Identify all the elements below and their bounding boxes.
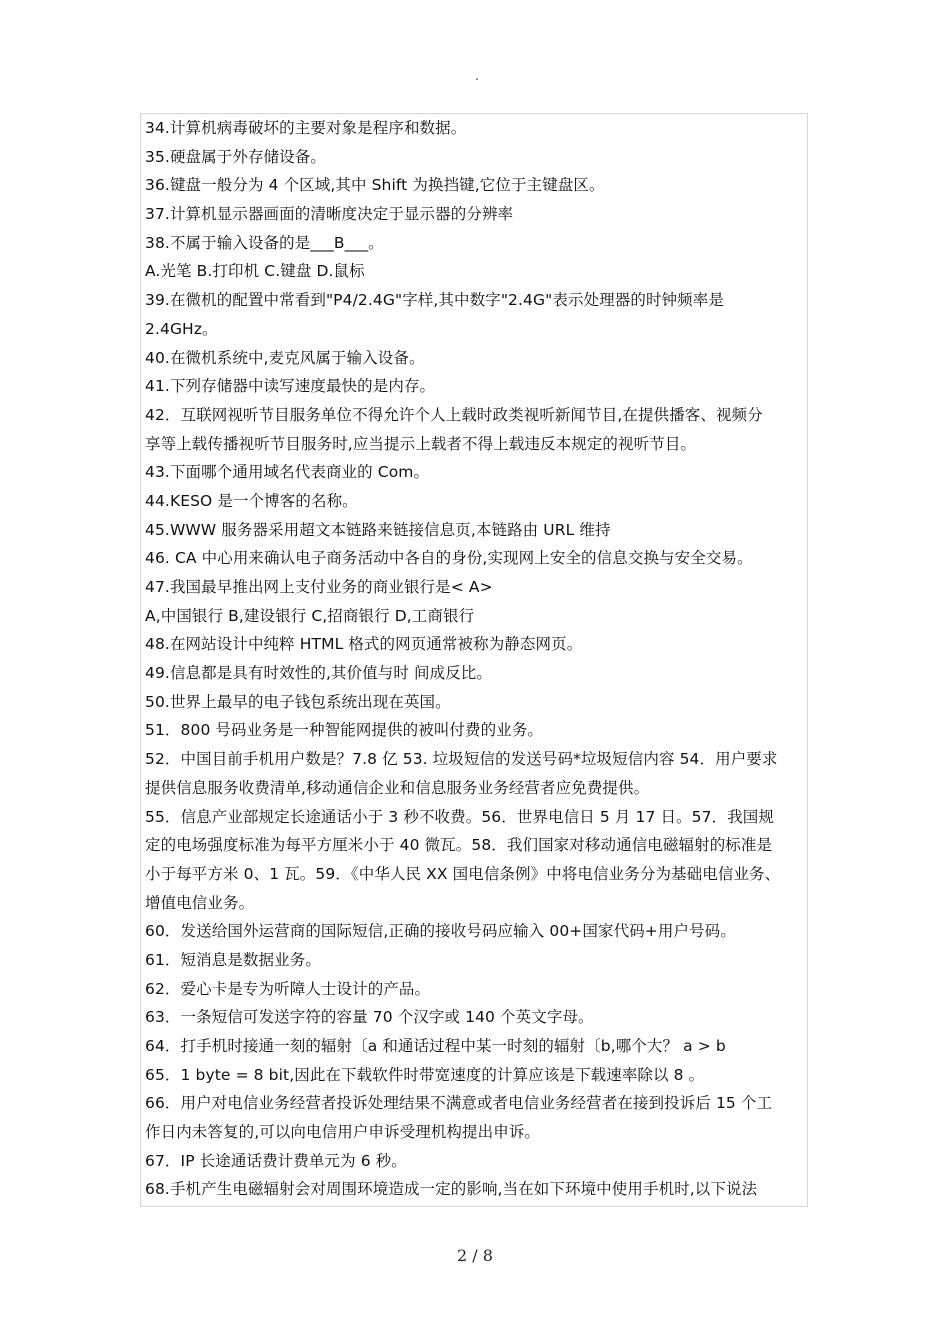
text-line: 2.4GHz。 — [145, 319, 218, 338]
text-line: 49.信息都是具有时效性的,其价值与时 间成反比。 — [145, 664, 493, 683]
document-text-body — [141, 114, 807, 1204]
text-line: 42．互联网视听节目服务单位不得允许个人上载时政类视听新闻节目,在提供播客、视频分 — [145, 405, 763, 424]
text-line: 47.我国最早推出网上支付业务的商业银行是< A> — [145, 578, 493, 596]
text-line: 60．发送给国外运营商的国际短信,正确的接收号码应输入 00+国家代码+用户号码。 — [145, 922, 736, 941]
text-line: 61．短消息是数据业务。 — [145, 950, 321, 969]
text-line: 51．800 号码业务是一种智能网提供的被叫付费的业务。 — [145, 721, 544, 740]
text-line: 43.下面哪个通用域名代表商业的 Com。 — [145, 463, 430, 482]
text-line: 享等上载传播视听节目服务时,应当提示上载者不得上载违反本规定的视听节目。 — [145, 434, 697, 453]
text-line: 41.下列存储器中读写速度最快的是内存。 — [145, 377, 436, 396]
text-line: 小于每平方米 0、1 瓦。59．《中华人民 XX 国电信条例》中将电信业务分为基础电信业务、 — [145, 864, 781, 883]
text-line: 62．爱心卡是专为听障人士设计的产品。 — [145, 979, 431, 998]
text-line: 68.手机产生电磁辐射会对周围环境造成一定的影响,当在如下环境中使用手机时,以下说法 — [145, 1180, 758, 1199]
text-line: 48.在网站设计中纯粹 HTML 格式的网页通常被称为静态网页。 — [145, 635, 583, 654]
header-mark: . — [475, 69, 479, 83]
text-line: 52．中国目前手机用户数是？7.8 亿 53. 垃圾短信的发送号码*垃圾短信内容 54．用户要求 — [145, 750, 778, 769]
text-line: 64．打手机时接通一刻的辐射〔a 和通话过程中某一时刻的辐射〔b,哪个大？ a > b — [145, 1037, 726, 1055]
text-line: 63．一条短信可发送字符的容量 70 个汉字或 140 个英文字母。 — [145, 1008, 594, 1027]
text-line: 66．用户对电信业务经营者投诉处理结果不满意或者电信业务经营者在接到投诉后 15 个工 — [145, 1094, 773, 1113]
text-line: 50.世界上最早的电子钱包系统出现在英国。 — [145, 692, 451, 711]
text-line: 65．1 byte = 8 bit,因此在下载软件时带宽速度的计算应该是下载速率除以 8 。 — [145, 1065, 705, 1084]
text-line: A,中国银行 B,建设银行 C,招商银行 D,工商银行 — [145, 606, 475, 625]
text-line: 67．IP 长途通话费计费单元为 6 秒。 — [145, 1151, 407, 1170]
text-line: 39.在微机的配置中常看到"P4/2.4G"字样,其中数字"2.4G"表示处理器的时钟频率是 — [145, 291, 724, 310]
text-line: 46. CA 中心用来确认电子商务活动中各自的身份,实现网上安全的信息交换与安全交易。 — [145, 549, 753, 568]
text-line: 36.键盘一般分为 4 个区域,其中 Shift 为换挡键,它位于主键盘区。 — [145, 176, 605, 195]
document-page-content — [140, 113, 808, 1207]
page-number: 2 / 8 — [457, 1246, 493, 1265]
text-line: 提供信息服务收费清单,移动通信企业和信息服务业务经营者应免费提供。 — [145, 778, 650, 797]
text-line: 55．信息产业部规定长途通话小于 3 秒不收费。56．世界电信日 5 月 17 日。57．我国规 — [145, 807, 774, 826]
text-line: 37.计算机显示器画面的清晰度决定于显示器的分辨率 — [145, 205, 514, 224]
text-line: 35.硬盘属于外存储设备。 — [145, 147, 326, 166]
text-line: 增值电信业务。 — [145, 893, 255, 912]
text-line: 作日内未答复的,可以向电信用户申诉受理机构提出申诉。 — [145, 1123, 541, 1142]
text-line: 38.不属于输入设备的是___B___。 — [145, 233, 384, 252]
text-line: 定的电场强度标准为每平方厘米小于 40 微瓦。58．我们国家对移动通信电磁辐射的标准是 — [145, 836, 773, 855]
text-line: 40.在微机系统中,麦克风属于输入设备。 — [145, 348, 425, 367]
text-line: A.光笔 B.打印机 C.键盘 D.鼠标 — [145, 262, 365, 281]
text-line: 44.KESO 是一个博客的名称。 — [145, 491, 358, 510]
text-line: 34.计算机病毒破坏的主要对象是程序和数据。 — [145, 119, 467, 137]
text-line: 45.WWW 服务器采用超文本链路来链接信息页,本链路由 URL 维持 — [145, 520, 611, 539]
